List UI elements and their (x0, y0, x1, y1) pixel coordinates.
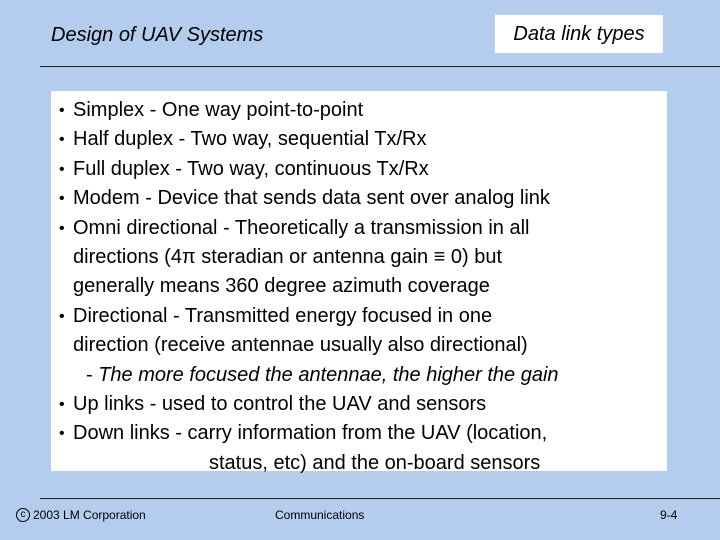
sub-bullet-gain-note (59, 361, 667, 390)
bullet-dot-icon: • (59, 396, 65, 414)
topic-title: Data link types (513, 22, 645, 45)
copyright-text: 2003 LM Corporation (33, 508, 146, 522)
bullet-item-simplex (59, 96, 667, 125)
bullet-line: Full duplex - Two way, continuous Tx/Rx (73, 157, 429, 180)
bullet-line: Up links - used to control the UAV and sensors (73, 393, 487, 416)
bullet-dot-icon: • (59, 190, 65, 208)
bullet-item-full-duplex (59, 155, 667, 184)
bullet-item-directional (59, 302, 667, 361)
bullet-dot-icon: • (59, 160, 65, 178)
bullet-item-modem (59, 184, 667, 213)
sub-bullet-dash: - (86, 363, 99, 386)
slide-header-title: Design of UAV Systems (51, 24, 264, 46)
bullet-line: directions (4π steradian or antenna gain ≡ 0) but (73, 246, 503, 269)
bullet-dot-icon: • (59, 102, 65, 119)
content-panel (51, 91, 667, 474)
footer-copyright (16, 508, 146, 522)
bullet-line: direction (receive antennae usually also directional) (73, 334, 528, 357)
bullet-line: Down links - carry information from the UAV (location, (73, 422, 548, 445)
bullet-item-up-links (59, 390, 667, 419)
bullet-line: Simplex - One way point-to-point (73, 99, 364, 121)
footer-section-name: Communications (275, 508, 365, 522)
bullet-line: Directional - Transmitted energy focused in one (73, 304, 493, 327)
copyright-icon: c (16, 508, 30, 522)
bullet-line: Omni directional - Theoretically a transmission in all (73, 216, 530, 239)
bottom-divider (40, 498, 720, 499)
bullet-dot-icon: • (59, 219, 65, 237)
bullet-line: generally means 360 degree azimuth coverage (73, 275, 490, 298)
bullet-dot-icon: • (59, 425, 65, 443)
footer-page-number: 9-4 (660, 508, 678, 522)
bullet-item-omni-directional (59, 214, 667, 302)
top-divider (40, 66, 720, 67)
bullet-dot-icon: • (59, 131, 65, 149)
bullet-line: status, etc) and the on-board sensors (209, 451, 541, 474)
bullet-item-down-links (59, 419, 667, 478)
bullet-item-half-duplex (59, 125, 667, 154)
bullet-line: Half duplex - Two way, sequential Tx/Rx (73, 128, 427, 151)
sub-bullet-text: The more focused the antennae, the higher the gain (98, 363, 559, 386)
topic-title-box (495, 15, 663, 53)
bullet-line: Modem - Device that sends data sent over analog link (73, 187, 550, 210)
bullet-dot-icon: • (59, 307, 65, 325)
